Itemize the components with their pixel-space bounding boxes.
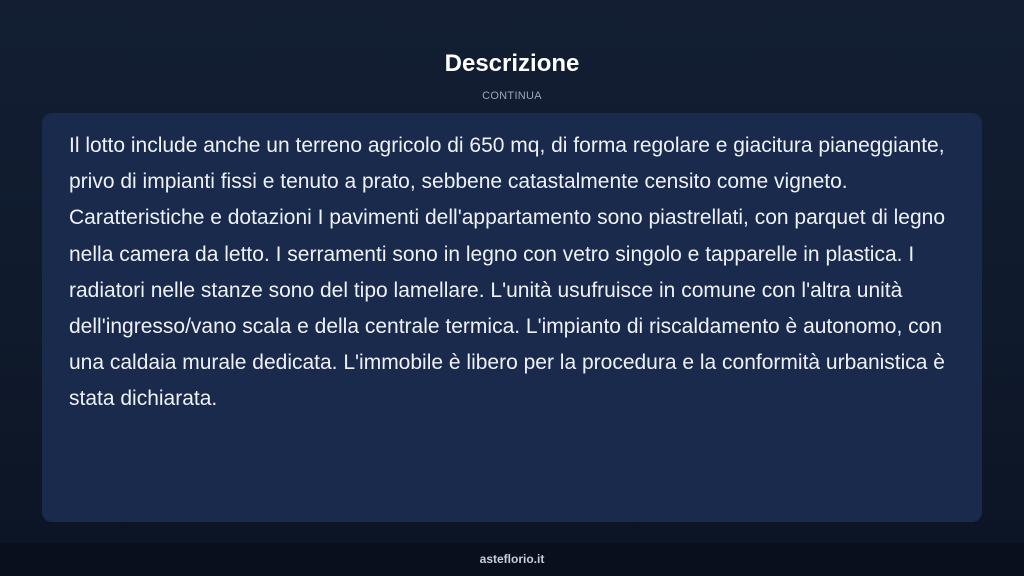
description-text: Il lotto include anche un terreno agricolo di 650 mq, di forma regolare e giacitura pianeggiante, privo di impianti fissi e tenuto a prato, sebbene catastalmente censito come vigneto. Caratteristiche e dotazioni I pavimenti dell'appartamento sono piastrellati, con parquet di legno nella camera da letto. I serramenti sono in legno con vetro singolo e tapparelle in plastica. I radiatori nelle stanze sono del tipo lamellare. L'unità usufruisce in comune con l'altra unità dell'ingresso/vano scala e della centrale termica. L'impianto di riscaldamento è autonomo, con una caldaia murale dedicata. L'immobile è libero per la procedura e la conformità urbanistica è stata dichiarata. <box>69 134 946 411</box>
site-name: asteflorio.it <box>479 552 545 566</box>
continua-label: CONTINUA <box>482 90 542 102</box>
description-card <box>42 113 982 522</box>
footer-bar <box>0 543 1024 576</box>
page-title: Descrizione <box>444 50 580 77</box>
